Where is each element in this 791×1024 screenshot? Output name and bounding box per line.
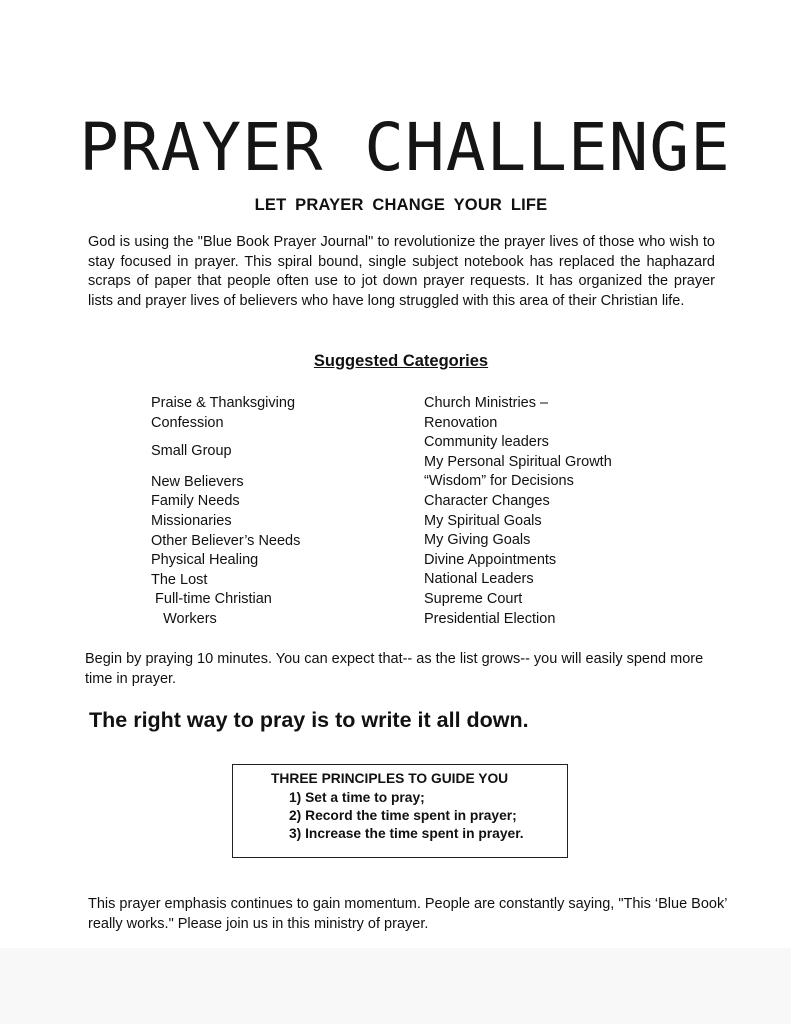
category-item: My Spiritual Goals (424, 512, 542, 529)
principles-box (232, 764, 568, 858)
category-item: Physical Healing (151, 552, 259, 569)
principle-item: 3) Increase the time spent in prayer. (289, 826, 524, 841)
intro-paragraph: God is using the "Blue Book Prayer Journal" to revolutionize the prayer lives of those who wish to stay focused in prayer. This spiral bound, single subject notebook has replaced the haphazard scraps of paper that people often use to jot down prayer requests. It has organized the prayer lists and prayer lives of believers who have long struggled with this area of their Christian life. (88, 234, 715, 310)
page-subtitle: LET PRAYER CHANGE YOUR LIFE (254, 196, 548, 214)
category-item: National Leaders (424, 571, 534, 588)
category-item: Supreme Court (424, 590, 523, 607)
page-title: PRAYER CHALLENGE (79, 109, 731, 186)
category-item: Divine Appointments (424, 551, 557, 568)
category-item: Church Ministries – (424, 395, 549, 411)
principle-item: 1) Set a time to pray; (289, 790, 425, 805)
page-footer-band (0, 948, 791, 1024)
category-item: My Personal Spiritual Growth (424, 453, 612, 470)
category-item: Praise & Thanksgiving (151, 395, 296, 411)
categories-heading: Suggested Categories (313, 352, 489, 370)
begin-paragraph: Begin by praying 10 minutes. You can expect that-- as the list grows-- you will easily spend more time in prayer. (85, 651, 704, 687)
category-item: Renovation (424, 414, 498, 431)
category-item: Presidential Election (424, 610, 556, 627)
categories-right-column (424, 394, 612, 629)
closing-paragraph: This prayer emphasis continues to gain momentum. People are constantly saying, "This ‘Blue Book’ really works." Please join us in this ministry of prayer. (88, 896, 727, 932)
category-item: New Believers (151, 473, 244, 490)
categories-left-column (151, 394, 300, 630)
principle-item: 2) Record the time spent in prayer; (289, 808, 517, 823)
principles-title: THREE PRINCIPLES TO GUIDE YOU (271, 771, 509, 786)
category-item: The Lost (151, 571, 208, 588)
category-item: Small Group (151, 443, 232, 460)
category-item: “Wisdom” for Decisions (424, 473, 574, 490)
category-item: Full-time Christian (151, 591, 272, 608)
category-item: Character Changes (424, 492, 550, 509)
category-item: Confession (151, 414, 224, 431)
principles-list (289, 789, 524, 843)
category-item: Community leaders (424, 434, 549, 451)
category-item: My Giving Goals (424, 532, 531, 549)
category-item: Family Needs (151, 493, 240, 510)
category-item: Workers (151, 610, 217, 627)
category-item: Other Believer’s Needs (151, 532, 301, 549)
emphasis-statement: The right way to pray is to write it all down. (89, 708, 529, 732)
category-item: Missionaries (151, 512, 232, 529)
